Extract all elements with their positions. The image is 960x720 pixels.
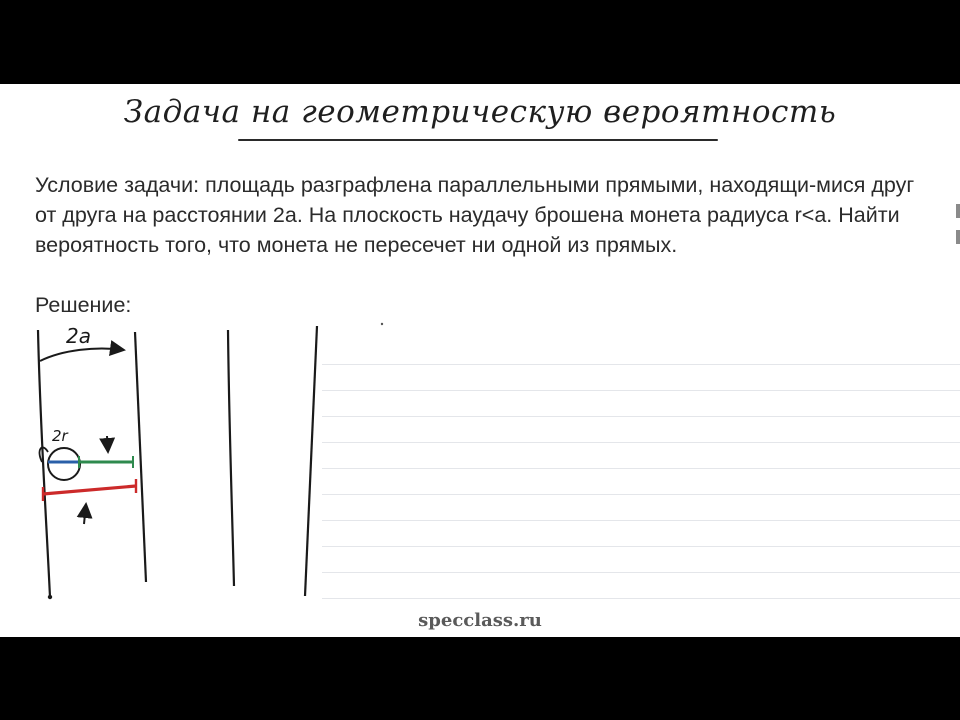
distance-label: 2a (66, 324, 91, 348)
down-arrow (107, 436, 108, 452)
watermark: specclass.ru (418, 610, 542, 631)
distance-arrow (40, 348, 124, 361)
condition-text: площадь разграфлена параллельными прямыми, находящи-мися друг от друга на расстоянии 2a. На плоскость наудачу брошена монета радиуса r<a. Найти вероятность того, что монета не пересечет ни одной из прямых. (35, 173, 915, 257)
up-arrow (84, 504, 86, 524)
parallel-line (305, 326, 317, 596)
line-end-dot (48, 595, 52, 599)
page-title: Задача на геометрическую вероятность (123, 94, 837, 130)
diameter-label: 2r (52, 427, 68, 445)
parallel-line (135, 332, 146, 582)
parallel-line (228, 330, 234, 586)
coin-circle (48, 448, 80, 480)
condition-label: Условие задачи: (35, 173, 200, 197)
solution-label: Решение: (35, 293, 132, 317)
red-segment (43, 486, 136, 494)
cursor-dot (381, 323, 383, 325)
notebook-page (0, 84, 960, 637)
geometry-drawing (0, 84, 960, 637)
